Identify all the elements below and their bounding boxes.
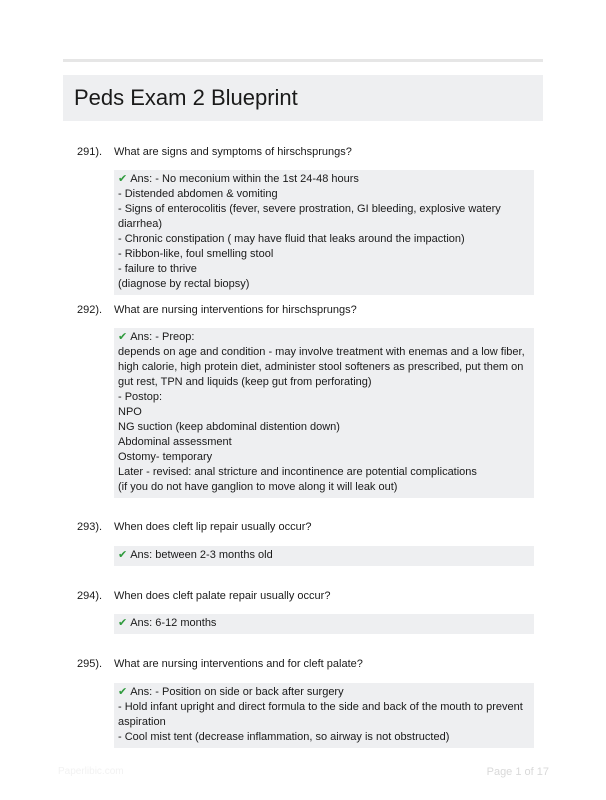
answer-line: - Hold infant upright and direct formula to the side and back of the mouth to prevent aspiration [118, 701, 523, 728]
answer-box [114, 170, 534, 295]
answer-line: Ans: - Position on side or back after surgery [130, 686, 344, 698]
answer-line: (diagnose by rectal biopsy) [118, 278, 250, 290]
top-divider [63, 59, 543, 62]
question-text: When does cleft palate repair usually occur? [114, 590, 331, 602]
answer-line: - Postop: [118, 391, 163, 403]
answer-line: - Cool mist tent (decrease inflammation, so airway is not obstructed) [118, 731, 450, 743]
title-bar [63, 75, 543, 121]
checkmark-icon: ✔ [118, 686, 128, 698]
checkmark-icon: ✔ [118, 617, 128, 629]
answer-line: - Ribbon-like, foul smelling stool [118, 248, 274, 260]
answer-line: (if you do not have ganglion to move along it will leak out) [118, 481, 398, 493]
answer-line: Abdominal assessment [118, 436, 232, 448]
page-indicator: Page 1 of 17 [486, 766, 549, 778]
checkmark-icon: ✔ [118, 173, 128, 185]
answer-line: Ans: - No meconium within the 1st 24-48 hours [130, 173, 359, 185]
question-number: 293). [77, 521, 103, 533]
answer-box [114, 328, 534, 498]
answer-line: Ostomy- temporary [118, 451, 213, 463]
answer-line: Ans: 6-12 months [130, 617, 217, 629]
checkmark-icon: ✔ [118, 331, 128, 343]
answer-line: NPO [118, 406, 142, 418]
answer-line: - Chronic constipation ( may have fluid that leaks around the impaction) [118, 233, 465, 245]
question-number: 292). [77, 304, 103, 316]
question-number: 294). [77, 590, 103, 602]
answer-box [114, 546, 534, 566]
answer-line: Later - revised: anal stricture and incontinence are potential complications [118, 466, 477, 478]
answer-line: - Signs of enterocolitis (fever, severe prostration, GI bleeding, explosive watery diarrhea) [118, 203, 501, 230]
question-number: 291). [77, 146, 103, 158]
answer-box [114, 683, 534, 748]
answer-box [114, 614, 534, 634]
answer-line: NG suction (keep abdominal distention down) [118, 421, 340, 433]
answer-line: Ans: between 2-3 months old [130, 549, 273, 561]
question-text: What are nursing interventions and for cleft palate? [114, 658, 363, 670]
page-title: Peds Exam 2 Blueprint [74, 85, 298, 110]
question-text: What are nursing interventions for hirschsprungs? [114, 304, 357, 316]
question-text: When does cleft lip repair usually occur? [114, 521, 312, 533]
checkmark-icon: ✔ [118, 549, 128, 561]
answer-line: - Distended abdomen & vomiting [118, 188, 278, 200]
answer-line: Ans: - Preop: [130, 331, 195, 343]
answer-line: - failure to thrive [118, 263, 197, 275]
question-text: What are signs and symptoms of hirschsprungs? [114, 146, 352, 158]
footer-watermark: Paperlibic.com [58, 766, 124, 777]
question-number: 295). [77, 658, 103, 670]
answer-line: depends on age and condition - may involve treatment with enemas and a low fiber, high calorie, high protein diet, administer stool softeners as prescribed, put them on gut rest, TPN and liquids (keep gut from perforating) [118, 346, 525, 388]
